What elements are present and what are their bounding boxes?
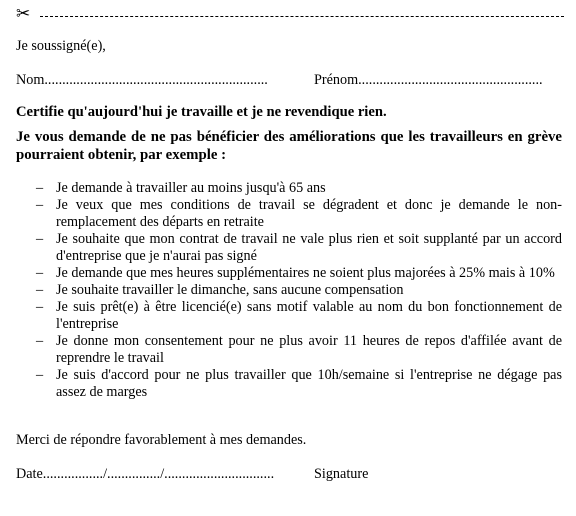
prenom-field: Prénom.................................................... [314,72,543,88]
list-item [36,231,562,265]
list-item-text: Je souhaite travailler le dimanche, sans aucune compensation [56,282,404,298]
dash-marker: – [36,282,44,298]
intro-text: Je soussigné(e), [16,38,106,54]
date-field: Date................./.............../............................... [16,466,275,482]
cut-line [16,4,564,24]
name-row [16,72,562,89]
dash-marker: – [36,367,44,383]
list-item-text: Je suis d'accord pour ne plus travailler que 10h/semaine si l'entreprise ne dégage pas assez de marges [56,367,562,400]
demands-list [36,180,562,401]
dash-marker: – [36,333,44,349]
list-item [36,180,562,197]
scissors-icon: ✂ [16,4,31,24]
list-item-text: Je demande à travailler au moins jusqu'à 65 ans [56,180,326,196]
list-item [36,197,562,231]
closing-text: Merci de répondre favorablement à mes demandes. [16,432,307,448]
list-item-text: Je suis prêt(e) à être licencié(e) sans motif valable au nom du bon fonctionnement de l'entreprise [56,299,562,332]
request-paragraph: Je vous demande de ne pas bénéficier des améliorations que les travailleurs en grève pourraient obtenir, par exemple : [16,129,562,163]
dash-marker: – [36,299,44,315]
dash-marker: – [36,231,44,247]
list-item [36,333,562,367]
list-item [36,265,562,282]
certify-statement: Certifie qu'aujourd'hui je travaille et je ne revendique rien. [16,104,387,120]
list-item-text: Je souhaite que mon contrat de travail ne vale plus rien et soit supplanté par un accord d'entreprise que je n'aurai pas signé [56,231,562,264]
list-item-text: Je donne mon consentement pour ne plus avoir 11 heures de repos d'affilée avant de reprendre le travail [56,333,562,366]
dash-marker: – [36,197,44,213]
list-item-text: Je veux que mes conditions de travail se dégradent et donc je demande le non-remplacement des départs en retraite [56,197,562,230]
list-item [36,282,562,299]
list-item [36,299,562,333]
signature-label: Signature [314,466,369,482]
date-signature-row [16,466,562,483]
dash-marker: – [36,180,44,196]
list-item-text: Je demande que mes heures supplémentaires ne soient plus majorées à 25% mais à 10% [56,265,555,281]
list-item [36,367,562,401]
dashed-cut-line [40,16,564,17]
dash-marker: – [36,265,44,281]
nom-field: Nom............................................................... [16,72,268,88]
